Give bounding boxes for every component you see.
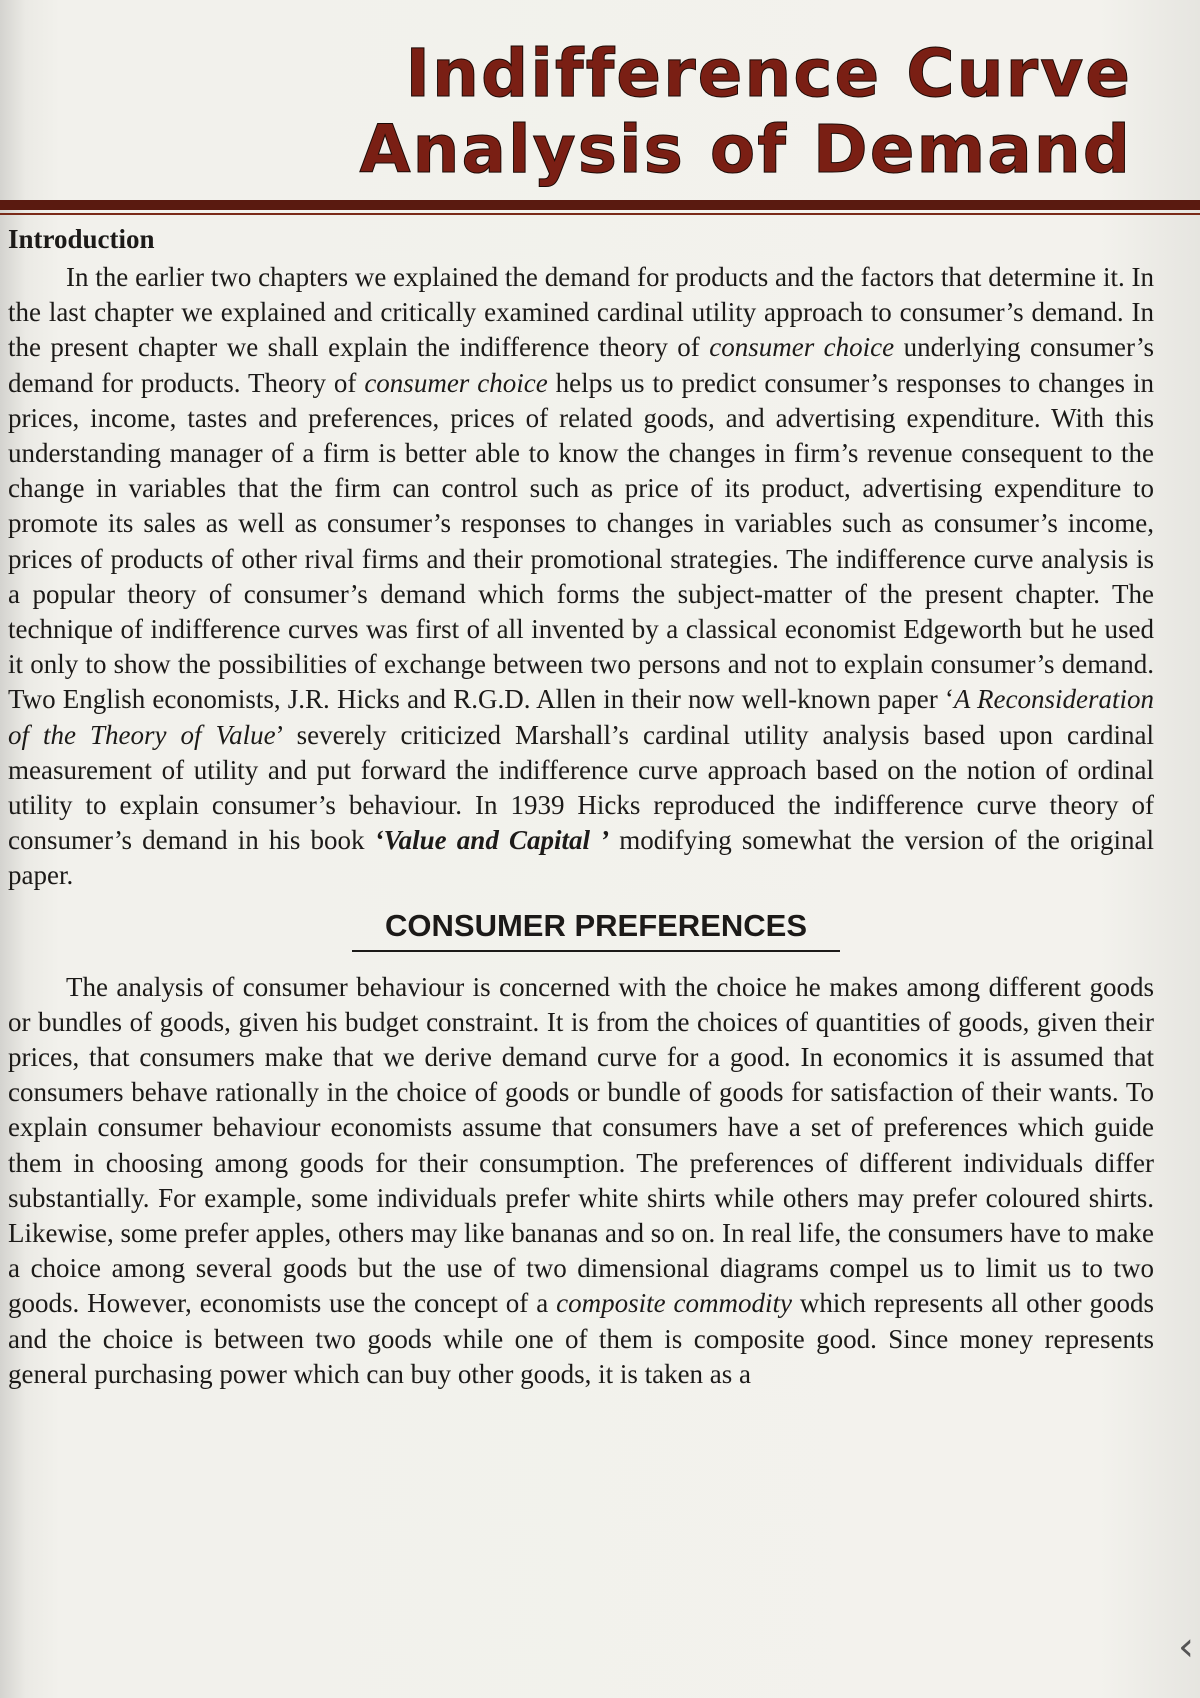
intro-text-1: In the earlier two chapters we explained the demand for products and the factors that determine it. In the last chapter we explained and critically examined cardinal utility approach to consumer’s demand. In the present chapter we shall explain the indifference theory of [8,262,1154,363]
intro-text-5: modifying somewhat the version of the original paper. [8,825,1154,891]
page-content [8,218,1154,1392]
preferences-italic-composite-commodity: composite commodity [556,1288,792,1319]
chapter-title [359,36,1132,188]
chapter-title-line2: Analysis of Demand [359,111,1132,188]
intro-italic-paper-title: A Reconsideration of the Theory of Value [8,684,1155,750]
title-rule-thick [0,200,1200,210]
title-rule-thin [0,213,1200,215]
intro-italic-consumer-choice-2: consumer choice [364,367,548,398]
intro-text-3: helps us to predict consumer’s responses to changes in prices, income, tastes and preferences, prices of related goods, and advertising expenditure. With this understanding manager of a firm is better able to know the changes in firm’s revenue consequent to the change in variables that the firm can control such as price of its product, advertising expenditure to promote its sales as well as consumer’s responses to changes in variables such as consumer’s income, prices of products of other rival firms and their promotional strategies. The indifference curve analysis is a popular theory of consumer’s demand which forms the subject-matter of the present chapter. The technique of indifference curves was first of all invented by a classical economist Edgeworth but he used it only to show the possibilities of exchange between two persons and not to explain consumer’s demand. Two English economists, J.R. Hicks and R.G.D. Allen in their now well-known paper ‘ [8,367,1154,715]
introduction-heading: Introduction [8,224,155,254]
introduction-paragraph [8,260,1154,894]
intro-italic-consumer-choice-1: consumer choice [709,332,895,363]
margin-mark: ‹ [1178,1624,1194,1670]
intro-text-4: ’ severely criticized Marshall’s cardinal utility analysis based upon cardinal measurement of utility and put forward the indifference curve approach based on the notion of ordinal utility to explain consumer’s behaviour. In 1939 Hicks reproduced the indifference curve theory of consumer’s demand in his book [8,719,1154,856]
consumer-preferences-heading: CONSUMER PREFERENCES [352,902,840,952]
consumer-preferences-paragraph [8,970,1154,1392]
preferences-text-1: The analysis of consumer behaviour is concerned with the choice he makes among different goods or bundles of goods, given his budget constraint. It is from the choices of quantities of goods, given their prices, that consumers make that we derive demand curve for a good. In economics it is assumed that consumers behave rationally in the choice of goods or bundle of goods for satisfaction of their wants. To explain consumer behaviour economists assume that consumers have a set of preferences which guide them in choosing among goods for their consumption. The preferences of different individuals differ substantially. For example, some individuals prefer white shirts while others may prefer coloured shirts. Likewise, some prefer apples, others may like bananas and so on. In real life, the consumers have to make a choice among several goods but the use of two dimensional diagrams compel us to limit us to two goods. However, economists use the concept of a [8,971,1154,1319]
preferences-text-2: which represents all other goods and the choice is between two goods while one of them is composite good. Since money represents general purchasing power which can buy other goods, it is taken as a [8,1288,1154,1389]
intro-bold-book-title: ‘Value and Capital ’ [374,825,610,856]
chapter-title-line1: Indifference Curve [405,35,1132,112]
intro-text-2: underlying consumer’s demand for products. Theory of [8,332,1154,398]
